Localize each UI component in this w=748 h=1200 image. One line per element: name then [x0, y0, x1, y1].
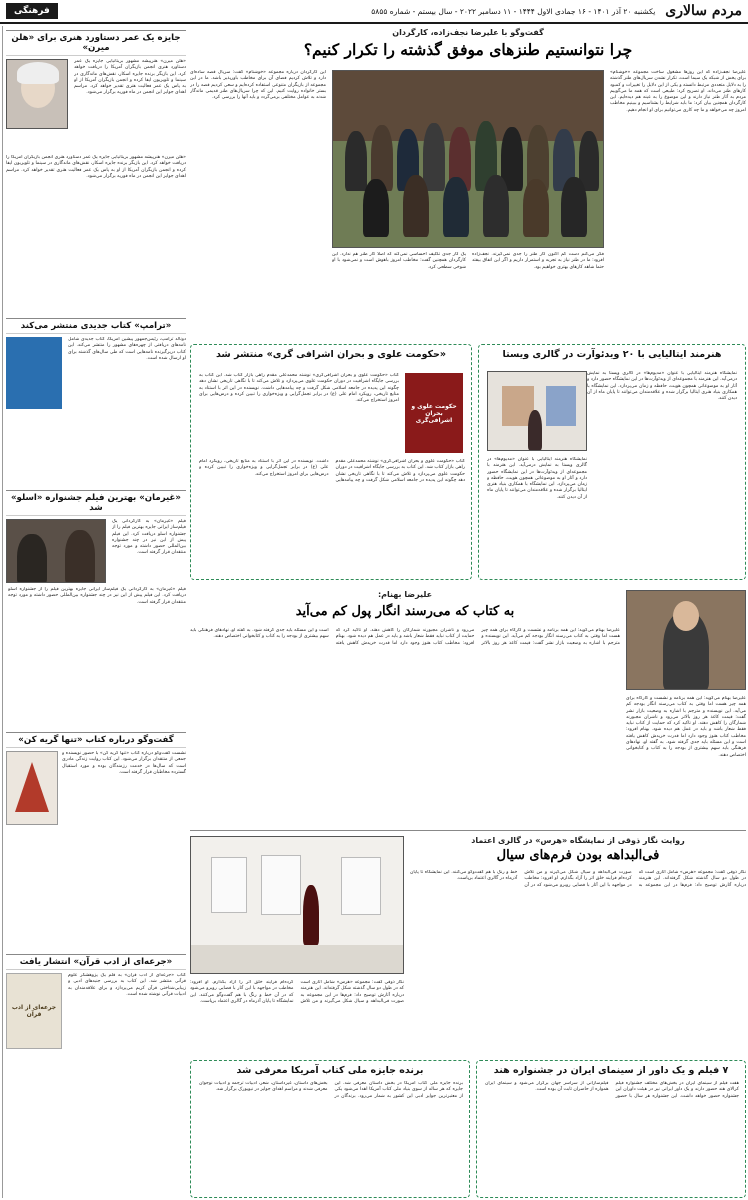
lead-kicker: گفت‌وگو با علیرضا نجف‌زاده، کارگردان [392, 28, 544, 37]
sidebar-text-2: دونالد ترامپ، رئیس‌جمهور پیشین آمریکا، کتاب جدیدی شامل نامه‌های دریافتی از چهره‌های مشهور را منتشر می‌کند. این کتاب دربرگیرنده نامه‌هایی است که طی سال‌های گذشته برای او ارسال شده است. [68, 337, 186, 361]
videoart-box-title: هنرمند ایتالیایی با ۲۰ ویدئوآرت در گالری ویستا [502, 349, 722, 360]
person-shape [423, 123, 445, 191]
book-box [190, 344, 472, 580]
person-shape [523, 179, 549, 237]
book-award-text: برنده جایزه ملی کتاب آمریکا در بخش داستان معرفی شد. این جایزه که هر ساله از سوی بنیاد ملی کتاب آمریکا اهدا می‌شود یکی از معتبرترین جوایز ادبی این کشور به شمار می‌رود. برندگان در بخش‌های داستان، غیرداستان، شعر، ادبیات ترجمه و ادبیات نوجوان معرفی شدند و مراسم اهدای جوایز در نیویورک برگزار شد. [199, 1081, 463, 1099]
issue-date: یکشنبه ۲۰ آذر ۱۴۰۱ - ۱۶ جمادی الاول ۱۴۴۴ - ۱۱ دسامبر ۲۰۲۲ - سال بیستم - شماره ۵۸۵۵ [371, 6, 656, 16]
lead-col-left: این کارگردان درباره مجموعه «خوشنام» گفت: سریال قصه ساده‌ای دارد و تلاش کردیم فضای آن برای مخاطب باورپذیر باشد. ما در این مجموعه از بازیگران متنوعی استفاده کرده‌ایم و سعی کردیم قصه را در بستر خانواده روایت کنیم. این که چرا سریال‌های طنز قدیمی ماندگار شدند به عوامل مختلفی برمی‌گردد و باید آنها را بررسی کرد. [190, 70, 326, 101]
group-photo [332, 70, 604, 248]
book-cover-4 [6, 751, 58, 825]
hars-text: نگار ذوقی گفت: مجموعه «هرس» شامل آثاری است که در طول دو سال گذشته شکل گرفته‌اند. این هنرمند درباره آثارش توضیح داد: فرم‌ها در این مجموعه به صورت فی‌البداهه و سیال شکل می‌گیرند و من تلاش کرده‌ام فرایند خلق اثر را آزاد بگذارم. او افزود: مخاطب در مواجهه با این آثار با فضایی روبرو می‌شود که در آن خط و رنگ با هم گفت‌وگو می‌کنند. این نمایشگاه تا پایان آذرماه در گالری اعتماد برپاست. [410, 870, 746, 888]
section-label: فرهنگی [6, 3, 58, 19]
person-shape [65, 530, 95, 583]
person-shape [17, 534, 47, 583]
page-header [0, 0, 748, 24]
person-shape [528, 410, 542, 450]
india-festival-text: هفت فیلم از سینمای ایران در بخش‌های مختلف جشنواره فیلم کرالای هند حضور دارند و یک داور ایرانی نیز در هیئت داوران این جشنواره حضور خواهد داشت. این جشنواره هر سال با حضور فیلم‌سازانی از سراسر جهان برگزار می‌شود و سینمای ایران همواره از حاضران ثابت آن بوده است. [485, 1081, 739, 1099]
lead-article [190, 26, 746, 344]
artwork-shape [546, 386, 576, 426]
book-cover-title: حکومت علوی و بحران اشرافی‌گری [411, 402, 457, 424]
divider [190, 830, 746, 831]
masthead: مردم سالاری [665, 3, 742, 19]
quran-book-label: جرعه‌ای از ادب قرآن [11, 1004, 57, 1018]
hars-article [190, 834, 746, 1056]
bahman-kicker: علیرضا بهنام: [377, 590, 433, 599]
book-box-text: کتاب «حکومت علوی و بحران اشرافی‌گری» نوشته محمدعلی مقدم راهی بازار کتاب شد. این کتاب به بررسی جایگاه اشرافیت در دوران حکومت علوی می‌پردازد و تلاش می‌کند تا با نگاهی تاریخی نشان دهد چگونه این پدیده در جامعه اسلامی شکل گرفت و چه پیامدهایی داشت. نویسنده در این اثر با استناد به منابع تاریخی، رویکرد امام علی (ع) در برابر تجمل‌گرایی و ویژه‌خواری را تبیین کرده و درس‌هایی برای امروز استخراج می‌کند. [199, 459, 465, 483]
portrait-photo [626, 590, 746, 690]
sidebar-story-2 [6, 337, 186, 487]
sidebar [2, 26, 186, 1198]
sidebar-story-4 [6, 751, 186, 951]
person-shape [561, 177, 587, 237]
actress-photo [6, 59, 68, 129]
bahman-title: به کتاب که می‌رسند انگار پول کم می‌آید [295, 604, 515, 619]
main-area [190, 26, 746, 1198]
sidebar-text-1: «هلن میرن» هنرپیشه مشهور بریتانیایی جایزه یک عمر دستاورد هنری انجمن بازیگران آمریکا را دریافت خواهد کرد. این بازیگر برنده جایزه اسکار، نقش‌های ماندگاری در سینما و تلویزیون ایفا کرده و انجمن بازیگران آمریکا از او به پاس یک عمر فعالیت هنری تقدیر خواهد کرد. مراسم اهدای جوایز این انجمن در ماه فوریه برگزار می‌شود. [74, 59, 186, 96]
sidebar-text-5: کتاب «جرعه‌ای از ادب قرآن» به قلم یک پژوهشگر علوم قرآنی منتشر شد. این کتاب به بررسی جنبه‌های ادبی و زیبایی‌شناختی قرآن کریم می‌پردازد و برای علاقه‌مندان به ادبیات قرآنی نوشته شده است. [68, 973, 186, 997]
hair-shape [17, 62, 59, 84]
person-shape [483, 175, 509, 237]
artwork-frame [341, 857, 381, 915]
person-shape [363, 179, 389, 237]
sidebar-title-4: گفت‌وگو درباره کتاب «تنها گریه کن» [6, 732, 186, 748]
lead-title: چرا نتوانستیم طنزهای موفق گذشته را تکرار کنیم؟ [303, 40, 633, 59]
person-shape [443, 177, 469, 237]
india-festival-box [476, 1060, 746, 1198]
bahman-text-side: علیرضا بهنام می‌گوید: این همه برنامه و نشست و کارگاه برای همه چیز هست اما وقتی به کتاب می‌رسند انگار بودجه کم می‌آید. این نویسنده و مترجم با اشاره به وضعیت بازار نشر گفت: قیمت کاغذ هر روز بالاتر می‌رود و ناشران مجبورند شمارگان را کاهش دهند. او تاکید کرد که حمایت از کتاب نباید فقط شعار باشد و باید در عمل هم دیده شود. بهنام افزود: مخاطب کتاب هنوز وجود دارد اما قدرت خریدش کاهش یافته است و این مسئله باید جدی گرفته شود. به گفته او، نهادهای فرهنگی باید سهم بیشتری از بودجه را به کتاب و کتابخوانی اختصاص دهند. [626, 696, 746, 758]
sidebar-text-1b: «هلن میرن» هنرپیشه مشهور بریتانیایی جایزه یک عمر دستاورد هنری انجمن بازیگران آمریکا را دریافت خواهد کرد. این بازیگر برنده جایزه اسکار، نقش‌های ماندگاری در سینما و تلویزیون ایفا کرده و انجمن بازیگران آمریکا از او به پاس یک عمر فعالیت هنری تقدیر خواهد کرد. مراسم اهدای جوایز این انجمن در ماه فوریه برگزار می‌شود. [6, 155, 186, 179]
sidebar-title-1: جایزه یک عمر دستاورد هنری برای «هلن میرن» [6, 30, 186, 56]
sidebar-story-1 [6, 59, 186, 155]
india-festival-title: ۷ فیلم و یک داور از سینمای ایران در جشنواره هند [493, 1065, 729, 1076]
sidebar-title-2: «ترامپ» کتاب جدیدی منتشر می‌کند [6, 318, 186, 334]
floor-shape [191, 945, 404, 974]
artwork-frame [211, 857, 247, 913]
sidebar-text-3a: فیلم «غیرمان» به کارگردانی یک فیلم‌ساز ایرانی جایزه بهترین فیلم را از جشنواره اسلو دریافت کرد. این فیلم پیش از این نیز در چند جشنواره بین‌المللی حضور داشته و مورد توجه منتقدان قرار گرفته است. [112, 519, 186, 556]
trump-book-cover [6, 337, 62, 409]
cover-art-shape [15, 762, 49, 812]
sidebar-story-5 [6, 973, 186, 1143]
hars-title: فی‌البداهه بودن فرم‌های سیال [496, 848, 660, 863]
sidebar-title-5: «جرعه‌ای از ادب قرآن» انتشار یافت [6, 954, 186, 970]
artwork-frame [261, 855, 301, 915]
film-still [6, 519, 106, 583]
videoart-box [478, 344, 746, 580]
bahman-article [190, 586, 746, 826]
lead-col-under-left: یک کار جدی تکلیف احساسی نمی‌کند که اصلا کار طنز هم ندارد. این کارگردان همچنین گفت: مخاطب امروز باهوش است و نمی‌شود با او شوخی سطحی کرد. [332, 252, 466, 270]
quran-book-cover [6, 973, 62, 1049]
sidebar-title-3: «غیرمان» بهترین فیلم جشنواره «اسلو» شد [6, 490, 186, 516]
book-box-title: «حکومت علوی و بحران اشرافی گری» منتشر شد [215, 349, 447, 360]
book-award-box [190, 1060, 470, 1198]
book-box-text-top: کتاب «حکومت علوی و بحران اشرافی‌گری» نوشته محمدعلی مقدم راهی بازار کتاب شد. این کتاب به بررسی جایگاه اشرافیت در دوران حکومت علوی می‌پردازد و تلاش می‌کند تا با نگاهی تاریخی نشان دهد چگونه این پدیده در جامعه اسلامی شکل گرفت و چه پیامدهایی داشت. نویسنده در این اثر با استناد به منابع تاریخی، رویکرد امام علی (ع) در برابر تجمل‌گرایی و ویژه‌خواری را تبیین کرده و درس‌هایی برای امروز استخراج می‌کند. [199, 373, 399, 404]
videoart-box-text: نمایشگاه هنرمند ایتالیایی با عنوان «مدیوم‌ها» در گالری ویستا به نمایش درمی‌آید. این هنرمند با مجموعه‌ای از ویدئوآرت‌ها در این نمایشگاه حضور دارد و آثار او به موضوعاتی همچون هویت، حافظه و زمان می‌پردازد. این نمایشگاه با همکاری بنیاد هنری ایتالیا برگزار شده و علاقه‌مندان می‌توانند تا پایان ماه از آن دیدن کنند. [587, 371, 737, 402]
exhibition-photo [190, 836, 404, 974]
person-shape [345, 131, 367, 191]
hars-kicker: روایت نگار ذوقی از نمایشگاه «هرس» در گالری اعتماد [471, 836, 685, 845]
hars-text-2: نگار ذوقی گفت: مجموعه «هرس» شامل آثاری است که در طول دو سال گذشته شکل گرفته‌اند. این هنرمند درباره آثارش توضیح داد: فرم‌ها در این مجموعه به صورت فی‌البداهه و سیال شکل می‌گیرند و من تلاش کرده‌ام فرایند خلق اثر را آزاد بگذارم. او افزود: مخاطب در مواجهه با این آثار با فضایی روبرو می‌شود که در آن خط و رنگ با هم گفت‌وگو می‌کنند. این نمایشگاه تا پایان آذرماه در گالری اعتماد برپاست. [190, 980, 404, 1004]
book-award-title: برنده جایزه ملی کتاب آمریکا معرفی شد [236, 1065, 424, 1076]
person-shape [403, 175, 429, 237]
videoart-box-text-2: نمایشگاه هنرمند ایتالیایی با عنوان «مدیوم‌ها» در گالری ویستا به نمایش درمی‌آید. این هنرمند با مجموعه‌ای از ویدئوآرت‌ها در این نمایشگاه حضور دارد و آثار او به موضوعاتی همچون هویت، حافظه و زمان می‌پردازد. این نمایشگاه با همکاری بنیاد هنری ایتالیا برگزار شده و علاقه‌مندان می‌توانند تا پایان ماه از آن دیدن کنند. [487, 457, 587, 500]
lead-col-right: علیرضا نجف‌زاده که این روزها مشغول ساخت مجموعه «خوشنام» برای پخش از شبکه یک سیما است، تکرار نشدن سریال‌های طنز گذشته را به دلایل متعددی مرتبط دانسته و یکی از این دلایل را تغییرات و کمبود کارهای طنز می‌داند. او تصریح کرد: طبیعی است که همه ما می‌گوییم مردم به آثار طنز نیاز دارند و این موضوع را به عینه هم دیده‌ایم. این کارگردان همچنین بیان کرد: ما باید شرایط را بشناسیم و ببینیم مخاطب امروز چه می‌خواهد و ما چه کاری می‌توانیم برای او انجام دهیم. [610, 70, 746, 113]
person-shape [303, 885, 319, 945]
bahman-text: علیرضا بهنام می‌گوید: این همه برنامه و نشست و کارگاه برای همه چیز هست اما وقتی به کتاب می‌رسند انگار بودجه کم می‌آید. این نویسنده و مترجم با اشاره به وضعیت بازار نشر گفت: قیمت کاغذ هر روز بالاتر می‌رود و ناشران مجبورند شمارگان را کاهش دهند. او تاکید کرد که حمایت از کتاب نباید فقط شعار باشد و باید در عمل هم دیده شود. بهنام افزود: مخاطب کتاب هنوز وجود دارد اما قدرت خریدش کاهش یافته است و این مسئله باید جدی گرفته شود. به گفته او، نهادهای فرهنگی باید سهم بیشتری از بودجه را به کتاب و کتابخوانی اختصاص دهند. [190, 628, 620, 646]
sidebar-story-3 [6, 519, 186, 729]
sidebar-text-3: فیلم «غیرمان» به کارگردانی یک فیلم‌ساز ایرانی جایزه بهترین فیلم را از جشنواره اسلو دریافت کرد. این فیلم پیش از این نیز در چند جشنواره بین‌المللی حضور داشته و مورد توجه منتقدان قرار گرفته است. [8, 587, 186, 605]
lead-col-under-right: فکر می‌کنم دست کم اکنون کار طنز را جدی نمی‌گیرند. نجف‌زاده افزود: ما در طنز نیاز به تجربه و استمرار داریم و اگر این اتفاق بیفتد حتما شاهد کارهای بهتری خواهیم بود. [472, 252, 604, 270]
sidebar-text-4: نشست گفت‌وگو درباره کتاب «تنها گریه کن» با حضور نویسنده و جمعی از منتقدان برگزار می‌شود. این کتاب روایت زندگی مادری است که سال‌ها در خدمت رزمندگان بوده و مورد استقبال گسترده مخاطبان قرار گرفته است. [62, 751, 186, 775]
book-cover [405, 373, 463, 453]
gallery-photo [487, 371, 587, 451]
face-shape [673, 601, 699, 631]
